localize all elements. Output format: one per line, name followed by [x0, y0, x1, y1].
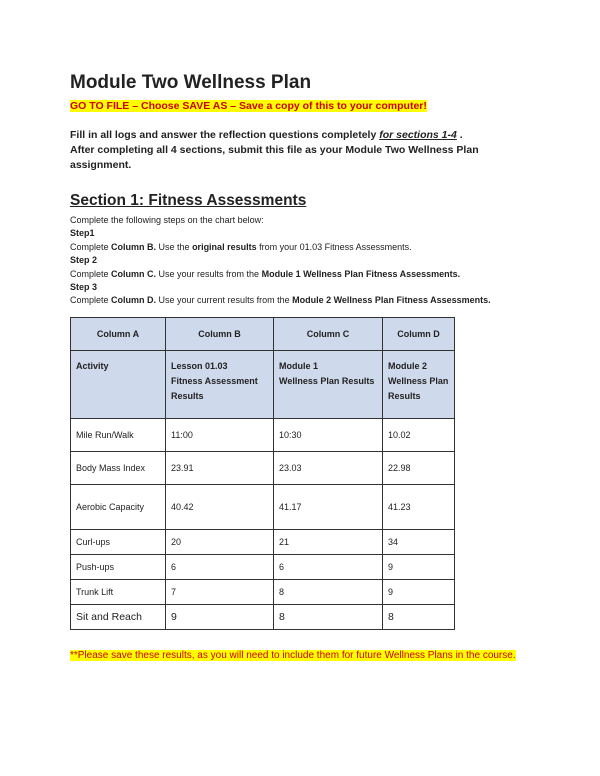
cell-activity: Push-ups — [71, 555, 166, 580]
instruction-1 — [70, 128, 540, 143]
cell-value[interactable]: 8 — [383, 605, 455, 630]
save-instruction: GO TO FILE – Choose SAVE AS – Save a copy of this to your computer! — [70, 100, 427, 112]
step-2-label: Step 2 — [70, 255, 98, 266]
cell-value[interactable]: 9 — [383, 555, 455, 580]
section-1-steps — [70, 214, 550, 308]
subheader-module-2: Module 2 Wellness Plan Results — [383, 351, 455, 419]
save-results-note: **Please save these results, as you will need to include them for future Wellness Plans in the course. — [70, 650, 516, 661]
cell-value[interactable]: 6 — [166, 555, 274, 580]
instruction-1-end: . — [456, 129, 463, 141]
cell-value[interactable]: 11:00 — [166, 419, 274, 452]
cell-value[interactable]: 21 — [274, 530, 383, 555]
cell-value[interactable]: 6 — [274, 555, 383, 580]
subheader-activity: Activity — [71, 351, 166, 419]
cell-activity: Trunk Lift — [71, 580, 166, 605]
step-1-text: Complete Column B. Use the original results from your 01.03 Fitness Assessments. — [70, 241, 412, 252]
cell-value[interactable]: 9 — [166, 605, 274, 630]
header-column-a: Column A — [71, 318, 166, 351]
cell-value[interactable]: 23.91 — [166, 452, 274, 485]
cell-activity: Curl-ups — [71, 530, 166, 555]
cell-activity: Aerobic Capacity — [71, 485, 166, 530]
table-row — [71, 452, 455, 485]
fitness-assessment-table — [70, 317, 455, 630]
table-row — [71, 605, 455, 630]
table-row — [71, 485, 455, 530]
cell-activity: Body Mass Index — [71, 452, 166, 485]
header-column-b: Column B — [166, 318, 274, 351]
step-3-text: Complete Column D. Use your current results from the Module 2 Wellness Plan Fitness Assessments. — [70, 295, 491, 306]
table-row — [71, 580, 455, 605]
header-column-d: Column D — [383, 318, 455, 351]
subheader-module-1: Module 1 Wellness Plan Results — [274, 351, 383, 419]
table-row — [71, 555, 455, 580]
cell-value[interactable]: 9 — [383, 580, 455, 605]
cell-value[interactable]: 23.03 — [274, 452, 383, 485]
steps-intro: Complete the following steps on the chart below: — [70, 215, 264, 225]
instruction-2: After completing all 4 sections, submit this file as your Module Two Wellness Plan assignment. — [70, 144, 479, 171]
cell-value[interactable]: 34 — [383, 530, 455, 555]
page-title: Module Two Wellness Plan — [70, 72, 312, 93]
cell-value[interactable]: 41.17 — [274, 485, 383, 530]
cell-value[interactable]: 8 — [274, 580, 383, 605]
cell-value[interactable]: 10.02 — [383, 419, 455, 452]
cell-activity: Sit and Reach — [71, 605, 166, 630]
section-1-title: Section 1: Fitness Assessments — [70, 192, 307, 209]
cell-activity: Mile Run/Walk — [71, 419, 166, 452]
table-row — [71, 530, 455, 555]
header-column-c: Column C — [274, 318, 383, 351]
subheader-lesson: Lesson 01.03 Fitness Assessment Results — [166, 351, 274, 419]
cell-value[interactable]: 8 — [274, 605, 383, 630]
table-subheader-row — [71, 351, 455, 419]
cell-value[interactable]: 20 — [166, 530, 274, 555]
cell-value[interactable]: 41.23 — [383, 485, 455, 530]
cell-value[interactable]: 22.98 — [383, 452, 455, 485]
instruction-sections-emphasis: for sections 1-4 — [379, 129, 457, 141]
step-2-text: Complete Column C. Use your results from the Module 1 Wellness Plan Fitness Assessments. — [70, 268, 461, 279]
step-1-label: Step1 — [70, 228, 95, 239]
table-header-row — [71, 318, 455, 351]
step-3-label: Step 3 — [70, 282, 98, 293]
table-row — [71, 419, 455, 452]
cell-value[interactable]: 10:30 — [274, 419, 383, 452]
instruction-1-text: Fill in all logs and answer the reflection questions completely — [70, 129, 380, 141]
cell-value[interactable]: 40.42 — [166, 485, 274, 530]
cell-value[interactable]: 7 — [166, 580, 274, 605]
